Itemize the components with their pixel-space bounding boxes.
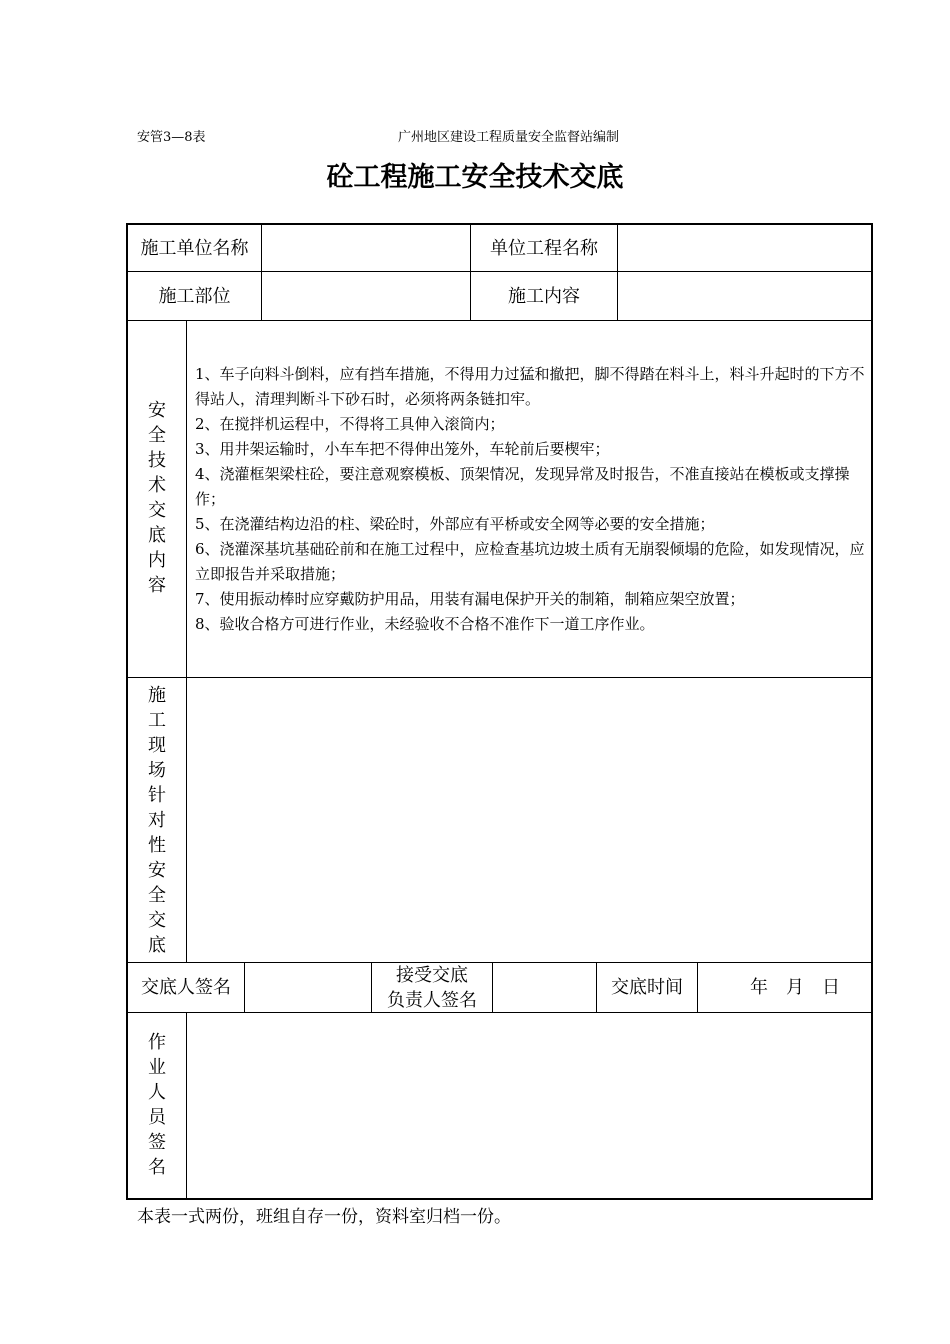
receiver-sign-field[interactable]	[493, 963, 596, 1012]
project-name-label: 单位工程名称	[490, 237, 598, 259]
receiver-sign-label-line2: 负责人签名	[387, 989, 477, 1011]
part-field[interactable]	[262, 272, 470, 320]
safety-section-label	[127, 398, 187, 598]
page-title: 砼工程施工安全技术交底	[326, 162, 624, 193]
safety-item: 8、验收合格方可进行作业，未经验收不合格不准作下一道工序作业。	[195, 615, 655, 633]
safety-item: 1、车子向料斗倒料，应有挡车措施，不得用力过猛和撤把，脚不得踏在料斗上，料斗升起时的下方不得站人，清理判断斗下砂石时，必须将两条链扣牢。	[195, 365, 865, 408]
issuer: 广州地区建设工程质量安全监督站编制	[398, 130, 620, 145]
safety-item: 2、在搅拌机运程中，不得将工具伸入滚筒内；	[195, 415, 505, 433]
row-divider-2	[126, 320, 873, 321]
workers-sign-field[interactable]	[187, 1013, 871, 1198]
label-char: 签	[148, 1132, 166, 1153]
part-label: 施工部位	[158, 285, 231, 307]
table-border-bottom	[126, 1198, 873, 1200]
label-char: 对	[148, 810, 166, 831]
safety-item: 3、用井架运输时，小车车把不得伸出笼外，车轮前后要楔牢；	[195, 440, 610, 458]
work-content-field[interactable]	[618, 272, 871, 320]
label-char: 安	[148, 400, 166, 421]
label-char: 交	[148, 500, 166, 521]
workers-section-label	[127, 1030, 187, 1180]
label-char: 员	[148, 1107, 166, 1128]
safety-item: 7、使用振动棒时应穿戴防护用品，用装有漏电保护开关的制箱，制箱应架空放置；	[195, 590, 745, 608]
label-char: 交	[148, 910, 166, 931]
label-char: 针	[148, 785, 166, 806]
label-char: 技	[148, 450, 166, 471]
label-char: 场	[148, 760, 166, 781]
label-char: 全	[148, 885, 166, 906]
site-section-label	[127, 683, 187, 958]
label-char: 内	[148, 550, 166, 571]
label-char: 底	[148, 935, 166, 956]
label-char: 性	[148, 835, 166, 856]
site-section-field[interactable]	[187, 678, 871, 962]
label-char: 术	[148, 475, 166, 496]
label-char: 名	[148, 1157, 166, 1178]
safety-item: 6、浇灌深基坑基础砼前和在施工过程中，应检查基坑边坡土质有无崩裂倾塌的危险，如发现情况，应立即报告并采取措施；	[195, 540, 865, 583]
label-char: 工	[148, 710, 166, 731]
work-content-label: 施工内容	[508, 285, 580, 307]
label-char: 人	[148, 1082, 166, 1103]
safety-item: 4、浇灌框架梁柱砼，要注意观察模板、顶架情况，发现异常及时报告，不准直接站在模板或支撑操作；	[195, 465, 850, 508]
footnote: 本表一式两份，班组自存一份，资料室归档一份。	[137, 1207, 511, 1227]
receiver-sign-label	[372, 963, 492, 1012]
safety-item: 5、在浇灌结构边沿的柱、梁砼时，外部应有平桥或安全网等必要的安全措施；	[195, 515, 715, 533]
time-label: 交底时间	[611, 977, 683, 998]
unit-name-field[interactable]	[262, 225, 470, 271]
label-char: 安	[148, 860, 166, 881]
label-char: 底	[148, 525, 166, 546]
label-char: 现	[148, 735, 166, 756]
project-name-field[interactable]	[618, 225, 871, 271]
presenter-sign-label: 交底人签名	[141, 977, 231, 998]
label-char: 全	[148, 425, 166, 446]
receiver-sign-label-line1: 接受交底	[396, 964, 468, 986]
label-char: 容	[148, 575, 166, 596]
unit-name-label: 施工单位名称	[140, 237, 249, 259]
label-char: 作	[148, 1032, 166, 1053]
safety-items	[195, 362, 867, 637]
label-char: 施	[148, 685, 166, 706]
presenter-sign-field[interactable]	[245, 963, 371, 1012]
label-char: 业	[148, 1057, 166, 1078]
form-code: 安管3—8表	[137, 130, 206, 145]
table-border-right	[871, 223, 873, 1200]
col-divider	[697, 962, 698, 1012]
date-field[interactable]: 年 月 日	[750, 977, 840, 998]
